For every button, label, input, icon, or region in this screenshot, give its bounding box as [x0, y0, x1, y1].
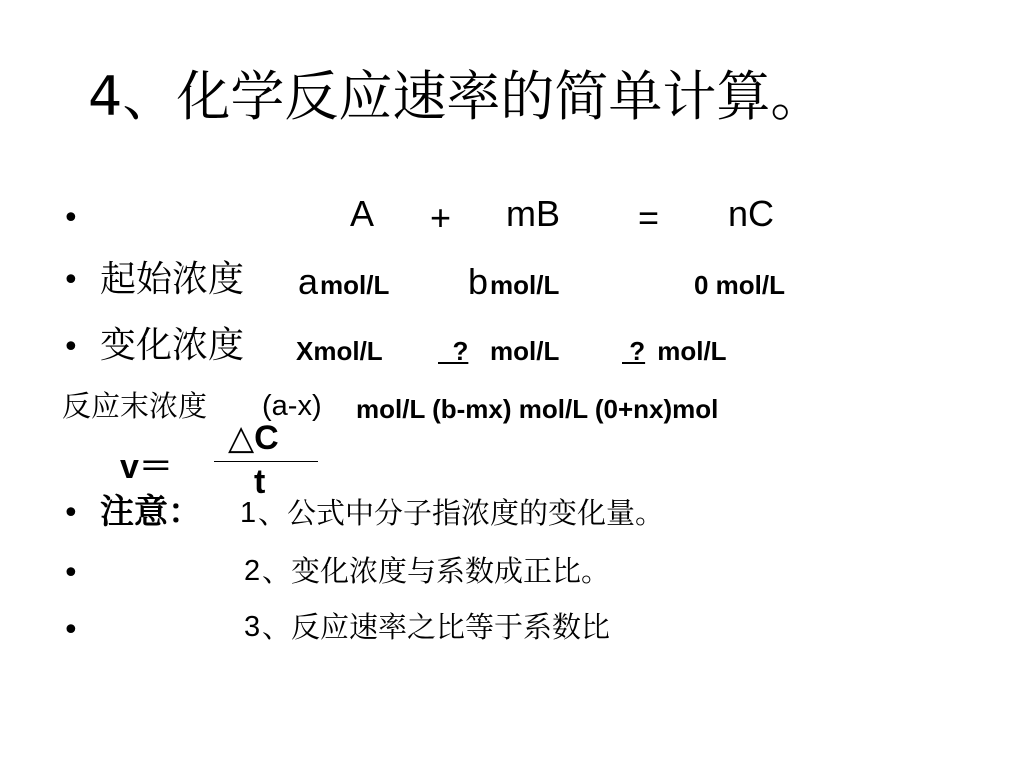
change-b-unit: mol/L	[490, 336, 560, 366]
note-1-text: 、公式中分子指浓度的变化量。	[258, 496, 665, 530]
initial-label: 起始浓度	[100, 259, 245, 300]
notes-label: 注意：	[100, 492, 202, 532]
note-1-number: 1	[240, 497, 257, 529]
bullet-3: •	[62, 330, 80, 365]
final-label: 反应末浓度	[62, 389, 208, 423]
change-c-blank: ?	[622, 336, 646, 366]
fraction-bar	[214, 461, 318, 462]
note-2-text: 、变化浓度与系数成正比。	[262, 554, 611, 588]
bullet-5: •	[62, 556, 80, 591]
final-a-expr: (a-x)	[262, 390, 322, 422]
initial-a-var: a	[298, 261, 319, 302]
eq-reactant-b: mB	[506, 193, 560, 234]
slide-title: 4、化学反应速率的简单计算。	[88, 65, 825, 128]
bullet-2: •	[62, 263, 80, 298]
bullet-4: •	[62, 496, 80, 531]
change-x: Xmol/L	[296, 336, 383, 366]
eq-plus: +	[430, 197, 452, 238]
initial-b-unit: mol/L	[490, 270, 560, 300]
formula-numerator: △C	[228, 419, 279, 457]
change-label: 变化浓度	[100, 325, 245, 366]
formula-v: v＝	[120, 448, 173, 486]
initial-a-unit: mol/L	[320, 270, 390, 300]
bullet-6: •	[62, 613, 80, 648]
note-3-number: 3	[244, 611, 261, 643]
note-2-number: 2	[244, 555, 261, 587]
eq-reactant-a: A	[350, 193, 375, 234]
note-3-text: 、反应速率之比等于系数比	[262, 610, 611, 644]
change-c-unit: mol/L	[650, 336, 727, 366]
change-b-blank: ?	[438, 336, 469, 366]
initial-b-var: b	[468, 261, 489, 302]
bullet-1: •	[62, 201, 80, 236]
formula-denominator: t	[254, 463, 266, 501]
eq-product-c: nC	[728, 193, 775, 234]
final-rest: mol/L (b-mx) mol/L (0+nx)mol	[356, 394, 719, 424]
eq-equals: =	[638, 197, 660, 238]
initial-c-value: 0 mol/L	[694, 270, 786, 300]
